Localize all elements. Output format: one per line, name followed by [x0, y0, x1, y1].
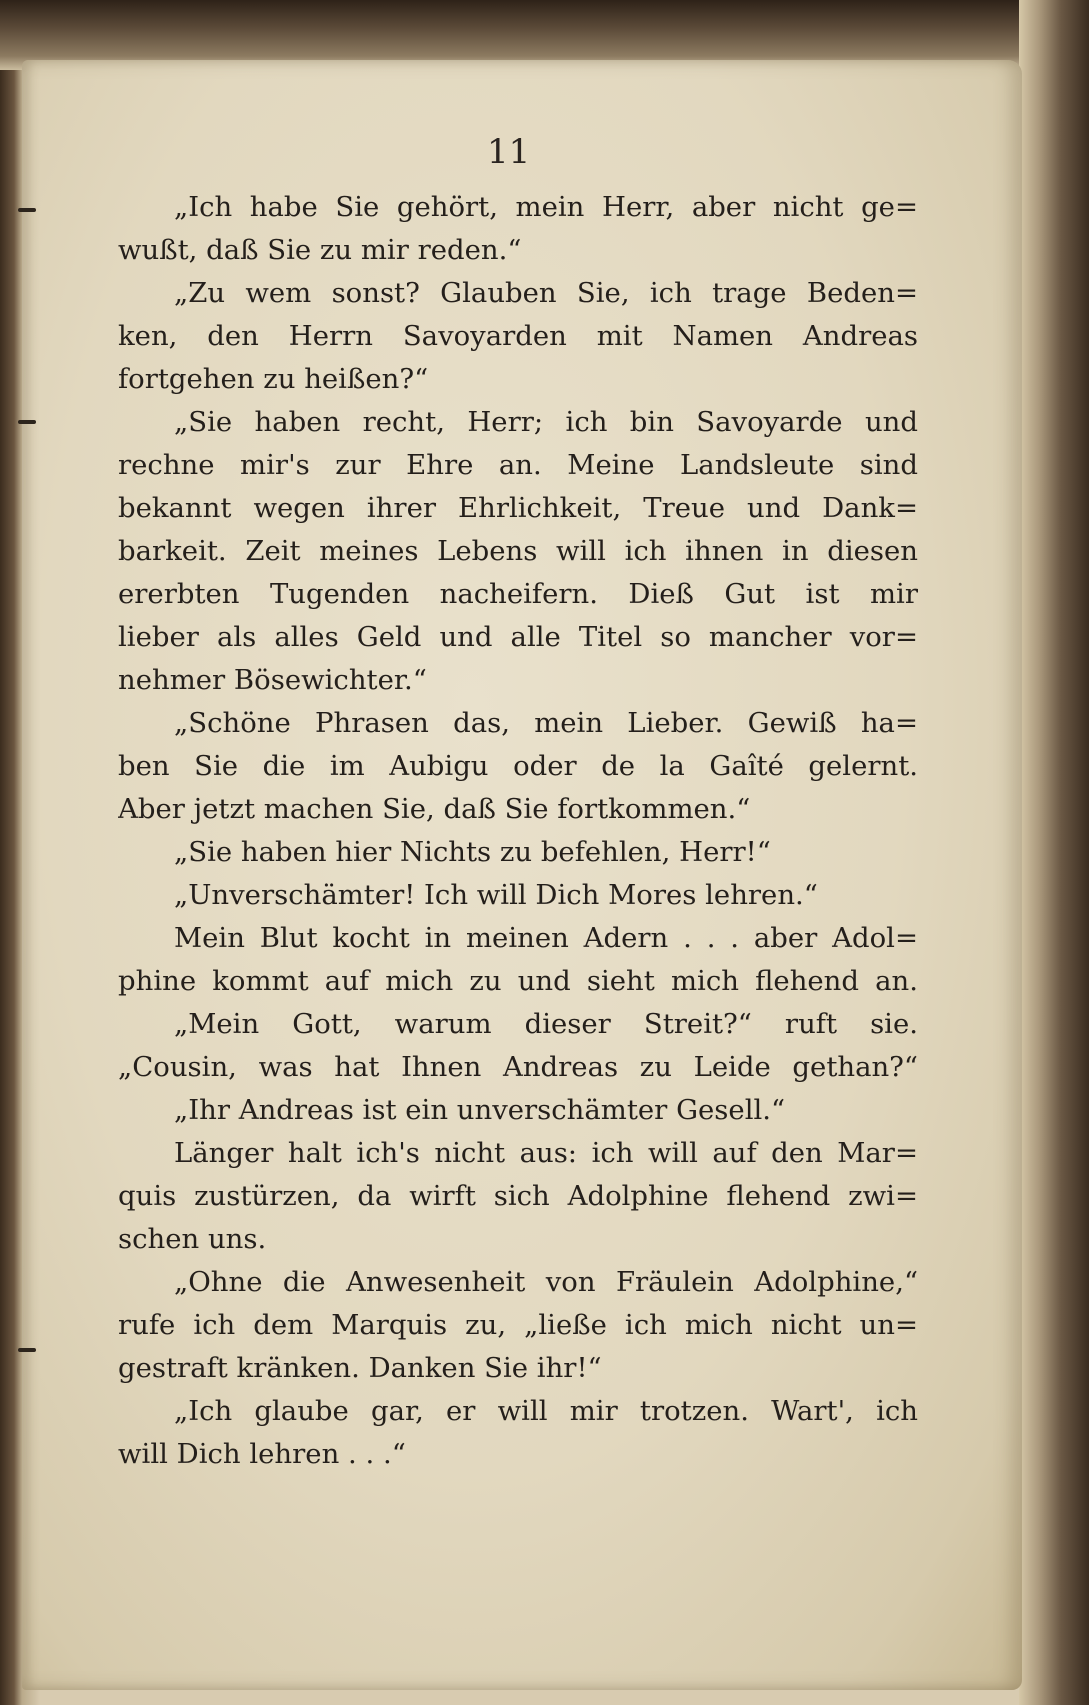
page-number: 11	[487, 132, 531, 172]
text-line: wußt, daß Sie zu mir reden.“	[118, 234, 522, 266]
text-line: rechne mir's zur Ehre an. Meine Landsleute sind	[118, 449, 918, 481]
text-line: ken, den Herrn Savoyarden mit Namen Andreas	[118, 320, 918, 352]
text-line: lieber als alles Geld und alle Titel so mancher vor=	[118, 621, 918, 653]
text-line: Mein Blut kocht in meinen Adern . . . aber Adol=	[174, 922, 918, 954]
text-line: „Cousin, was hat Ihnen Andreas zu Leide gethan?“	[118, 1051, 918, 1083]
text-line: „Ihr Andreas ist ein unverschämter Gesell.“	[174, 1094, 786, 1126]
text-line: rufe ich dem Marquis zu, „ließe ich mich nicht un=	[118, 1309, 918, 1341]
text-line: „Sie haben recht, Herr; ich bin Savoyarde und	[174, 406, 918, 438]
text-line: barkeit. Zeit meines Lebens will ich ihnen in diesen	[118, 535, 918, 567]
text-line: ererbten Tugenden nacheifern. Dieß Gut ist mir	[118, 578, 918, 610]
text-line: „Sie haben hier Nichts zu befehlen, Herr!“	[174, 836, 771, 868]
text-line: will Dich lehren . . .“	[118, 1438, 406, 1470]
margin-mark	[18, 208, 36, 212]
text-line: quis zustürzen, da wirft sich Adolphine flehend zwi=	[118, 1180, 918, 1212]
body-text	[118, 186, 918, 1476]
text-line: „Unverschämter! Ich will Dich Mores lehren.“	[174, 879, 818, 911]
page-stack-edge	[1019, 0, 1089, 1705]
margin-mark	[18, 1348, 36, 1352]
margin-mark	[18, 420, 36, 424]
text-line: bekannt wegen ihrer Ehrlichkeit, Treue und Dank=	[118, 492, 918, 524]
text-line: Länger halt ich's nicht aus: ich will auf den Mar=	[174, 1137, 918, 1169]
text-line: phine kommt auf mich zu und sieht mich flehend an.	[118, 965, 918, 997]
text-line: ben Sie die im Aubigu oder de la Gaîté gelernt.	[118, 750, 918, 782]
text-line: „Schöne Phrasen das, mein Lieber. Gewiß ha=	[174, 707, 918, 739]
text-line: nehmer Bösewichter.“	[118, 664, 427, 696]
text-line: schen uns.	[118, 1223, 267, 1255]
text-line: „Ohne die Anwesenheit von Fräulein Adolphine,“	[174, 1266, 918, 1298]
text-line: „Ich habe Sie gehört, mein Herr, aber nicht ge=	[174, 191, 918, 223]
text-line: „Mein Gott, warum dieser Streit?“ ruft sie.	[174, 1008, 918, 1040]
text-line: „Ich glaube gar, er will mir trotzen. Wart', ich	[174, 1395, 918, 1427]
text-line: gestraft kränken. Danken Sie ihr!“	[118, 1352, 602, 1384]
text-line: „Zu wem sonst? Glauben Sie, ich trage Beden=	[174, 277, 918, 309]
text-line: Aber jetzt machen Sie, daß Sie fortkommen.“	[118, 793, 751, 825]
text-line: fortgehen zu heißen?“	[118, 363, 429, 395]
